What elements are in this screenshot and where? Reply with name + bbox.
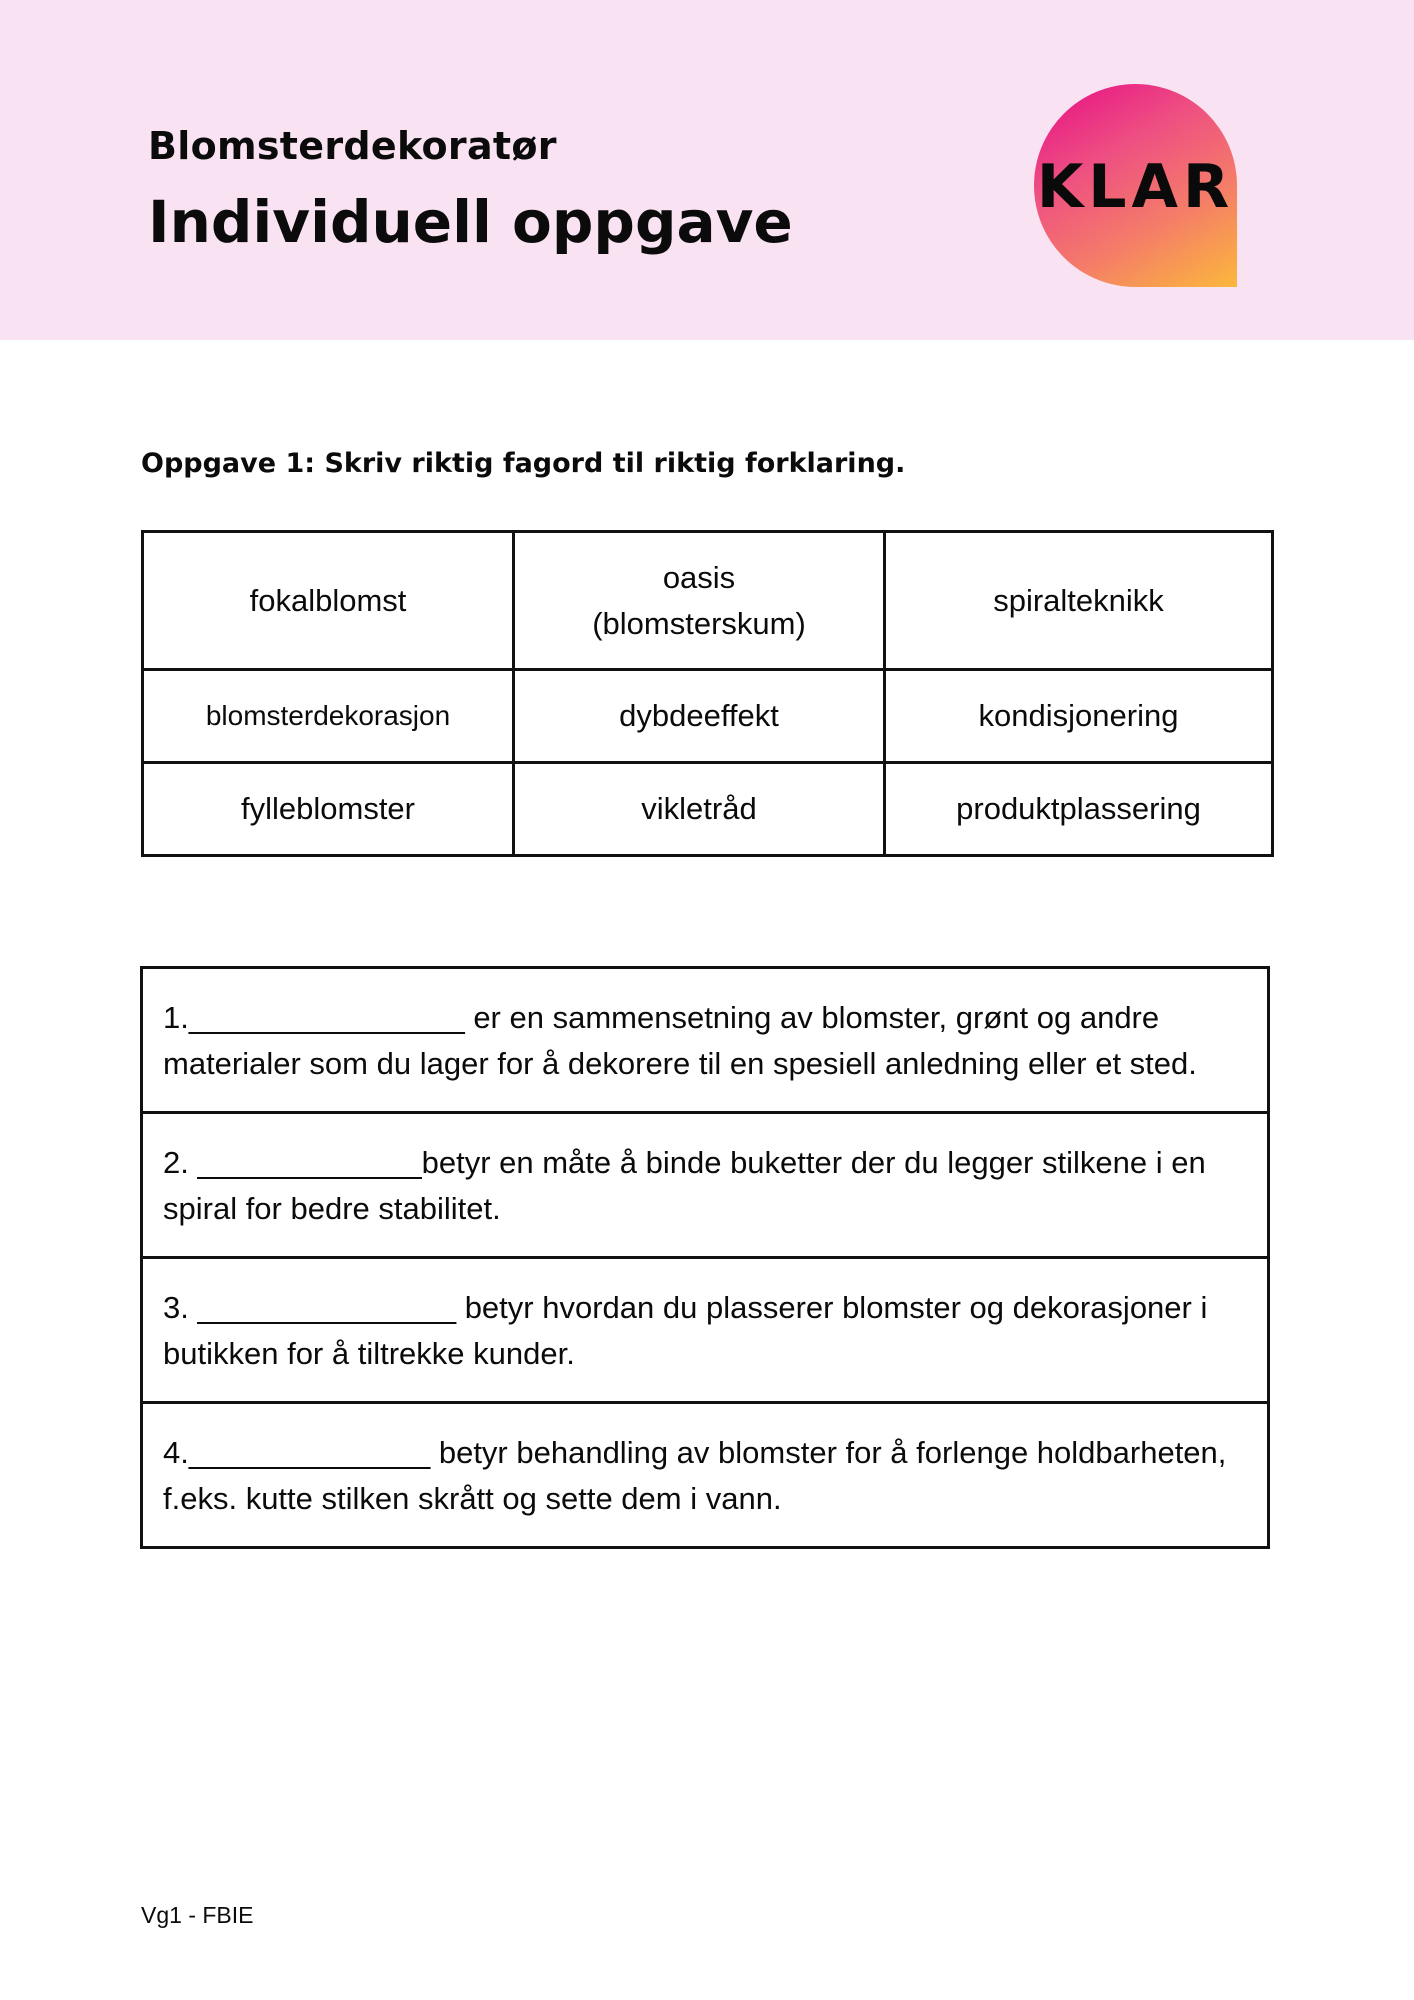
task-heading: Oppgave 1: Skriv riktig fagord til riktig forklaring. xyxy=(141,448,906,479)
table-row xyxy=(142,1403,1269,1548)
definition-cell: 3. _______________ betyr hvordan du plasserer blomster og dekorasjoner i butikken for å tiltrekke kunder. xyxy=(142,1258,1269,1403)
term-cell: produktplassering xyxy=(885,763,1273,856)
table-row xyxy=(143,763,1273,856)
term-cell xyxy=(514,532,885,670)
logo-text: KLAR xyxy=(1036,152,1235,222)
definitions-table xyxy=(140,966,1270,1549)
term-cell: fokalblomst xyxy=(143,532,514,670)
definition-cell: 4.______________ betyr behandling av blomster for å forlenge holdbarheten, f.eks. kutte stilken skrått og sette dem i vann. xyxy=(142,1403,1269,1548)
definition-cell: 2. _____________betyr en måte å binde buketter der du legger stilkene i en spiral for bedre stabilitet. xyxy=(142,1113,1269,1258)
table-row xyxy=(143,532,1273,670)
term-cell: spiralteknikk xyxy=(885,532,1273,670)
definition-cell: 1.________________ er en sammensetning av blomster, grønt og andre materialer som du lager for å dekorere til en spesiell anledning eller et sted. xyxy=(142,968,1269,1113)
page-header xyxy=(0,0,1414,340)
table-row xyxy=(142,1113,1269,1258)
page-subtitle: Blomsterdekoratør xyxy=(148,124,557,168)
klar-logo xyxy=(1034,84,1237,287)
term-cell-text: oasis (blomsterskum) xyxy=(592,559,806,641)
term-cell: kondisjonering xyxy=(885,670,1273,763)
table-row xyxy=(142,968,1269,1113)
term-cell: blomsterdekorasjon xyxy=(143,670,514,763)
page-title: Individuell oppgave xyxy=(148,188,793,256)
terms-table xyxy=(141,530,1274,857)
term-cell: dybdeeffekt xyxy=(514,670,885,763)
term-cell: vikletråd xyxy=(514,763,885,856)
table-row xyxy=(142,1258,1269,1403)
term-cell: fylleblomster xyxy=(143,763,514,856)
footer-text: Vg1 - FBIE xyxy=(141,1902,254,1928)
table-row xyxy=(143,670,1273,763)
